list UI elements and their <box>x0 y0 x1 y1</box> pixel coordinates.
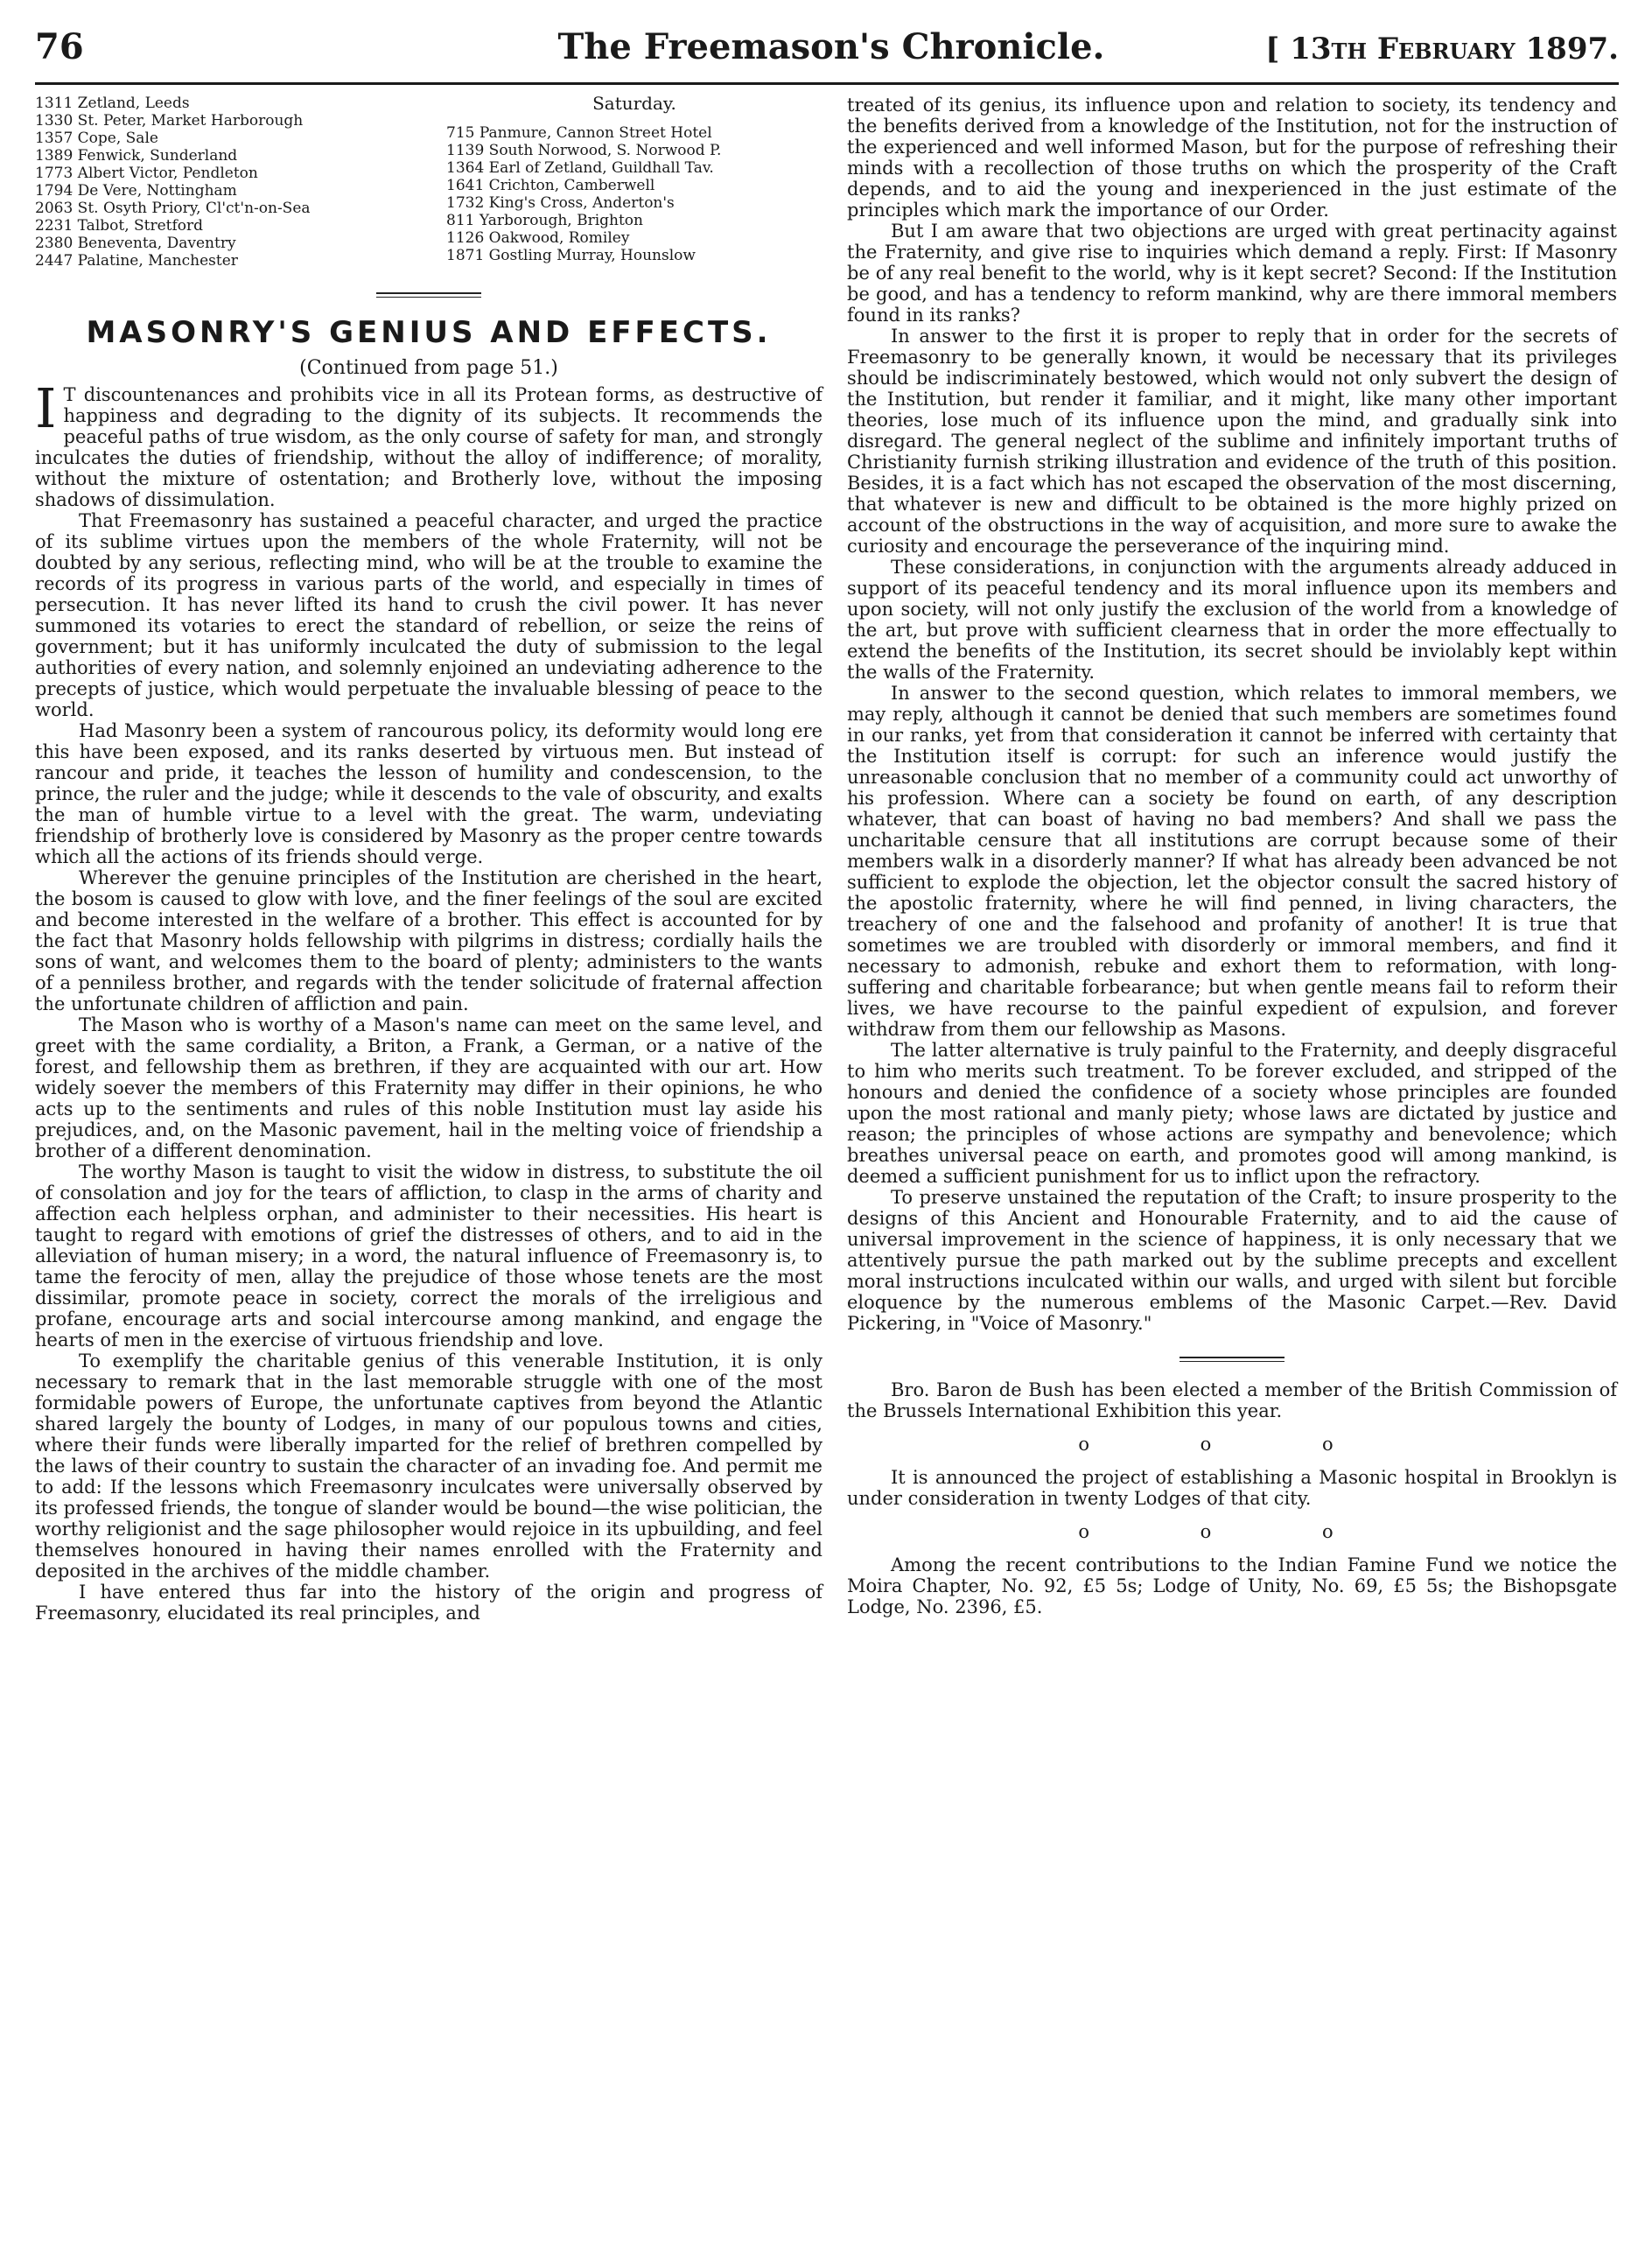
lodge-list-friday <box>35 95 411 270</box>
lodge-entry: 1126 Oakwood, Romiley <box>446 229 630 247</box>
article-paragraph: The worthy Mason is taught to visit the widow in distress, to substitute the oil of consolation and joy for the tears of affliction, to clasp in the arms of charity and affection each helpless orphan, and administer to their necessities. His heart is taught to regard with emotions of grief the distresses of others, and to aid in the alleviation of human misery; in a word, the natural influence of Freemasonry is, to tame the ferocity of men, allay the prejudice of those whose tenets are the most dissimilar, promote peace in society, correct the morals of the irreligious and profane, encourage arts and social intercourse among mankind, and engage the hearts of men in the exercise of virtuous friendship and love. <box>35 1161 822 1350</box>
lodge-entry: 1311 Zetland, Leeds <box>35 95 190 112</box>
article-paragraph: To preserve unstained the reputation of the Craft; to insure prosperity to the designs of this Ancient and Honourable Fraternity, and to aid the cause of universal improvement in the science of happiness, it is only necessary that we attentively pursue the path marked out by the sublime precepts and excellent moral instructions inculcated within our walls, and urged with silent but forcible eloquence by the numerous emblems of the Masonic Carpet.—Rev. David Pickering, in "Voice of Masonry." <box>847 1187 1617 1334</box>
article-paragraph: To exemplify the charitable genius of this venerable Institution, it is only necessary to remark that in the last memorable struggle with one of the most formidable powers of Europe, the unfortunate captives from beyond the Atlantic shared largely the bounty of Lodges, in many of our populous towns and cities, where their funds were liberally imparted for the relief of brethren compelled by the laws of their country to sustain the character of an invading foe. And permit me to add: If the lessons which Freemasonry inculcates were universally observed by its professed friends, the tongue of slander would be bound—the wise politician, the worthy religionist and the sage philosopher would rejoice in its upbuilding, and feel themselves honoured in having their names enrolled with the Fraternity and deposited in the archives of the middle chamber. <box>35 1350 822 1582</box>
publication-title: The Freemason's Chronicle. <box>557 26 1105 67</box>
lodge-entry: 2447 Palatine, Manchester <box>35 252 238 270</box>
left-column <box>35 95 822 1624</box>
article-paragraph: In answer to the second question, which relates to immoral members, we may reply, although it cannot be denied that such members are sometimes found in our ranks, yet from that consideration it cannot be inferred with certainty that the Institution itself is corrupt: for such an inference would justify the unreasonable conclusion that no member of a community could act unworthy of his profession. Where can a society be found on earth, of any description whatever, that can boast of having no bad members? And shall we pass the uncharitable censure that all institutions are corrupt because some of their members walk in a disorderly manner? If what has already been advanced be not sufficient to explode the objection, let the objector consult the sacred history of the apostolic fraternity, where he will find penned, in living characters, the treachery of one and the falsehood and profanity of another! It is true that sometimes we are troubled with disorderly or immoral members, and find it necessary to admonish, rebuke and exhort them to reformation, with long-suffering and charitable forbearance; but when gentle means fail to reform their lives, we have recourse to the painful expedient of expulsion, and forever withdraw from them our fellowship as Masons. <box>847 683 1617 1040</box>
continued-note: (Continued from page 51.) <box>299 357 558 379</box>
lodge-entry: 2380 Beneventa, Daventry <box>35 235 236 252</box>
section-divider <box>376 292 481 298</box>
section-divider <box>1180 1357 1284 1362</box>
news-note: Among the recent contributions to the Indian Famine Fund we notice the Moira Chapter, No. 92, £5 5s; Lodge of Unity, No. 69, £5 5s; the Bishopsgate Lodge, No. 2396, £5. <box>847 1554 1617 1617</box>
lodge-entry: 1357 Cope, Sale <box>35 130 158 147</box>
day-heading: Saturday. <box>592 93 676 114</box>
lodge-entry: 1641 Crichton, Camberwell <box>446 177 655 194</box>
lodge-entry: 1732 King's Cross, Anderton's <box>446 194 675 212</box>
article-title: MASONRY'S GENIUS AND EFFECTS. <box>86 315 772 350</box>
lodge-entry: 1773 Albert Victor, Pendleton <box>35 165 258 182</box>
page-number: 76 <box>35 26 84 67</box>
article-paragraph: That Freemasonry has sustained a peaceful character, and urged the practice of its sublime virtues upon the members of the whole Fraternity, will not be doubted by any serious, reflecting mind, who will be at the trouble to examine the records of its progress in various parts of the world, and especially in times of persecution. It has never lifted its hand to crush the civil power. It has never summoned its votaries to erect the standard of rebellion, or seize the reins of government; but it has uniformly inculcated the duty of submission to the legal authorities of every nation, and solemnly enjoined an undeviating adherence to the precepts of justice, which would perpetuate the invaluable blessing of peace to the world. <box>35 510 822 720</box>
news-note: Bro. Baron de Bush has been elected a member of the British Commission of the Brussels International Exhibition this year. <box>847 1379 1617 1421</box>
lodge-entry: 1871 Gostling Murray, Hounslow <box>446 247 696 264</box>
lodge-entry: 2231 Talbot, Stretford <box>35 217 204 235</box>
article-paragraph: I T discountenances and prohibits vice in all its Protean forms, as destructive of happiness and degrading to the dignity of its subjects. It recommends the peaceful paths of true wisdom, as the only course of safety for man, and strongly inculcates the duties of friendship, without the alloy of indifference; of morality, without the mixture of ostentation; and Brotherly love, without the imposing shadows of dissimulation. <box>35 376 822 510</box>
drop-cap: I <box>35 376 57 440</box>
lodge-entry: 1794 De Vere, Nottingham <box>35 182 237 200</box>
article-paragraph: The latter alternative is truly painful to the Fraternity, and deeply disgraceful to him who merits such treatment. To be forever excluded, and stripped of the honours and denied the confidence of a society whose principles are founded upon the most rational and manly piety; whose laws are dictated by justice and reason; the principles of whose actions are sympathy and benevolence; which breathes universal peace on earth, and promotes good will among mankind, is deemed a sufficient punishment for us to inflict upon the refractory. <box>847 1040 1617 1187</box>
article-paragraph: These considerations, in conjunction with the arguments already adduced in support of its peaceful tendency and its moral influence upon its members and upon society, will not only justify the exclusion of the world from a knowledge of the art, but prove with sufficient clearness that in order the more effectually to extend the benefits of the Institution, its secret should be inviolably kept within the walls of the Fraternity. <box>847 557 1617 683</box>
lodge-entry: 1330 St. Peter, Market Harborough <box>35 112 304 130</box>
issue-date: [ 13th February 1897. <box>1265 32 1619 67</box>
article-paragraph: I have entered thus far into the history of the origin and progress of Freemasonry, elucidated its real principles, and <box>35 1582 822 1624</box>
article-paragraph: The Mason who is worthy of a Mason's name can meet on the same level, and greet with the same cordiality, a Briton, a Frank, a German, or a native of the forest, and fellowship them as brethren, if they are acquainted with our art. How widely soever the members of this Fraternity may differ in their opinions, he who acts up to the sentiments and rules of this noble Institution must lay aside his prejudices, and, on the Masonic pavement, hail in the melting voice of friendship a brother of a different denomination. <box>35 1014 822 1161</box>
lodge-entry: 1139 South Norwood, S. Norwood P. <box>446 142 722 159</box>
article-paragraph: Had Masonry been a system of rancourous policy, its deformity would long ere this have been exposed, and its ranks deserted by virtuous men. But instead of rancour and pride, it teaches the lesson of humility and condescension, to the prince, the ruler and the judge; while it descends to the vale of obscurity, and exalts the man of humble virtue to a level with the great. The warm, undeviating friendship of brotherly love is considered by Masonry as the proper centre towards which all the actions of its friends should verge. <box>35 720 822 867</box>
lodge-entry: 715 Panmure, Cannon Street Hotel <box>446 124 712 142</box>
note-separator: o o o <box>1078 1434 1386 1455</box>
lodge-meetings-list <box>35 95 822 270</box>
page-header <box>35 26 1619 85</box>
lodge-entry: 2063 St. Osyth Priory, Cl'ct'n-on-Sea <box>35 200 311 217</box>
right-column <box>847 95 1617 1617</box>
lodge-list-saturday <box>446 95 822 270</box>
article-paragraph: treated of its genius, its influence upon and relation to society, its tendency and the benefits derived from a knowledge of the Institution, not for the instruction of the experienced and well informed Mason, but for the purpose of refreshing their minds with a recollection of those truths on which the prosperity of the Craft depends, and to aid the young and inexperienced in the just estimate of the principles which mark the importance of our Order. <box>847 95 1617 221</box>
lodge-entry: 1364 Earl of Zetland, Guildhall Tav. <box>446 159 714 177</box>
lodge-entry: 811 Yarborough, Brighton <box>446 212 643 229</box>
note-separator: o o o <box>1078 1521 1386 1542</box>
article-paragraph: But I am aware that two objections are urged with great pertinacity against the Fraternity, and give rise to inquiries which demand a reply. First: If Masonry be of any real benefit to the world, why is it kept secret? Second: If the Institution be good, and has a tendency to reform mankind, why are there immoral members found in its ranks? <box>847 221 1617 326</box>
article-paragraph: Wherever the genuine principles of the Institution are cherished in the heart, the bosom is caused to glow with love, and the finer feelings of the soul are excited and become interested in the welfare of a brother. This effect is accounted for by the fact that Masonry holds fellowship with pilgrims in distress; cordially hails the sons of want, and welcomes them to the board of plenty; administers to the wants of a penniless brother, and regards with the tender solicitude of fraternal affection the unfortunate children of affliction and pain. <box>35 867 822 1014</box>
article-paragraph: In answer to the first it is proper to reply that in order for the secrets of Freemasonry to be generally known, it would be necessary that its privileges should be indiscriminately bestowed, which would not only subvert the design of the Institution, but render it familiar, and it might, like many other important theories, lose much of its influence upon the mind, and gradually sink into disregard. The general neglect of the sublime and infinitely important truths of Christianity furnish striking illustration and evidence of the truth of this position. Besides, it is a fact which has not escaped the observation of the most discerning, that whatever is new and difficult to be obtained is the more highly prized on account of the obstructions in the way of acquisition, and more sure to awake the curiosity and encourage the perseverance of the inquiring mind. <box>847 326 1617 557</box>
lodge-entry: 1389 Fenwick, Sunderland <box>35 147 238 165</box>
news-note: It is announced the project of establishing a Masonic hospital in Brooklyn is under consideration in twenty Lodges of that city. <box>847 1467 1617 1509</box>
